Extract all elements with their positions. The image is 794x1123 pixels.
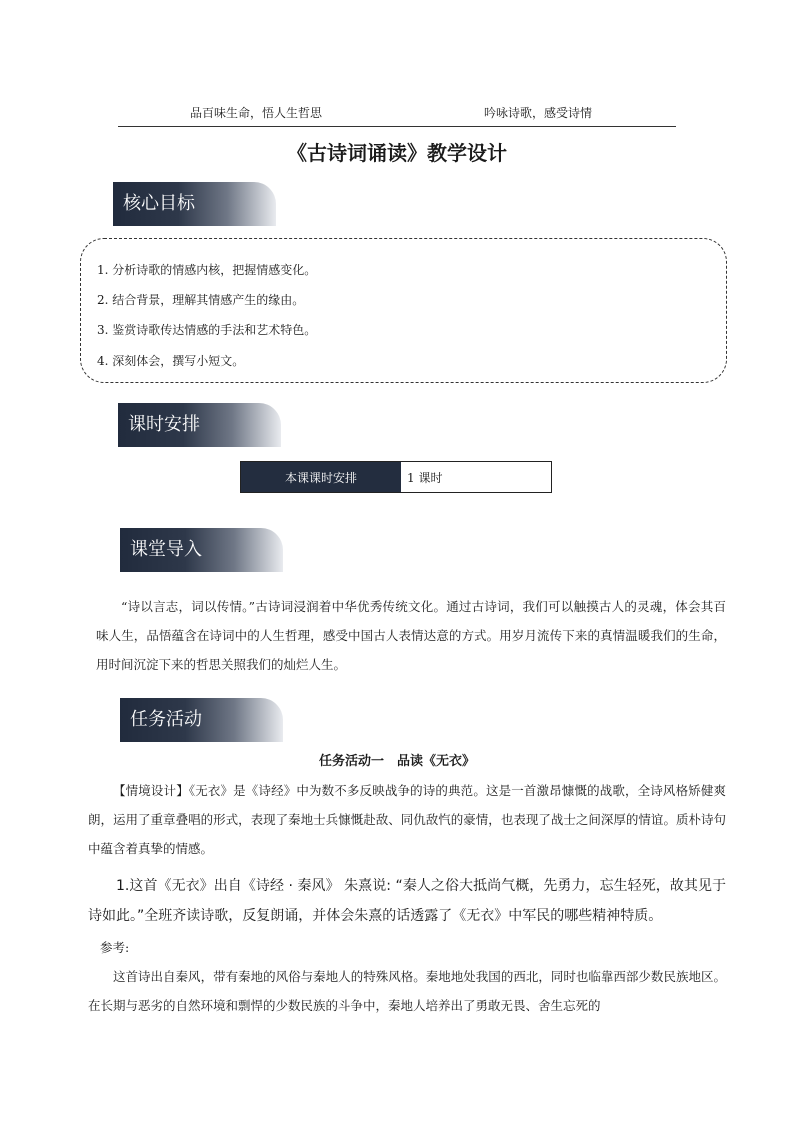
header-divider (118, 126, 676, 127)
goal-item: 4. 深刻体会，撰写小短文。 (97, 354, 245, 368)
section-banner-intro (120, 528, 283, 572)
reference-paragraph (88, 962, 726, 1020)
section-banner-tasks (120, 698, 283, 742)
reference-label-paragraph (100, 933, 730, 962)
task-question-paragraph (88, 871, 726, 931)
task-subtitle: 任务活动一 品读《无衣》 (318, 754, 475, 769)
section-heading-intro: 课堂导入 (130, 539, 202, 560)
task-design-text: 【情境设计】《无衣》是《诗经》中为数不多反映战争的诗的典范。这是一首激昂慷慨的战歌，全诗风格矫健爽朗，运用了重章叠唱的形式，表现了秦地士兵慷慨赴敌、同仇敌忾的豪情，也表现了战士之间深厚的情谊。质朴诗句中蕴含着真挚的情感。 (88, 783, 726, 856)
reference-text: 这首诗出自秦风，带有秦地的风俗与秦地人的特殊风格。秦地地处我国的西北，同时也临靠西部少数民族地区。在长期与恶劣的自然环境和剽悍的少数民族的斗争中，秦地人培养出了勇敢无畏、舍生忘死的 (88, 969, 726, 1013)
intro-text: “诗以言志，词以传情。”古诗词浸润着中华优秀传统文化。通过古诗词，我们可以触摸古人的灵魂，体会其百味人生，品悟蕴含在诗词中的人生哲理，感受中国古人表情达意的方式。用岁月流传下来的真情温暖我们的生命，用时间沉淀下来的哲思关照我们的灿烂人生。 (96, 599, 726, 672)
schedule-table (240, 461, 552, 493)
goal-item: 3. 鉴赏诗歌传达情感的手法和艺术特色。 (97, 323, 317, 337)
goal-item: 2. 结合背景，理解其情感产生的缘由。 (97, 293, 305, 307)
intro-paragraph (96, 592, 726, 679)
goal-item: 1. 分析诗歌的情感内核，把握情感变化。 (97, 263, 317, 277)
goals-box (80, 238, 727, 383)
schedule-value: 1 课时 (407, 470, 443, 485)
section-heading-schedule: 课时安排 (128, 414, 200, 435)
reference-label: 参考: (100, 940, 130, 955)
section-banner-goals (113, 182, 276, 226)
task-question-text: 1.这首《无衣》出自《诗经 · 秦风》 朱熹说: “秦人之俗大抵尚气概，先勇力，忘生轻死，故其见于诗如此。”全班齐读诗歌，反复朗诵，并体会朱熹的话透露了《无衣》中军民的哪些精神特质。 (88, 878, 726, 924)
section-heading-goals: 核心目标 (123, 193, 195, 214)
schedule-label: 本课课时安排 (241, 462, 401, 492)
header-right-text: 吟咏诗歌，感受诗情 (484, 106, 593, 120)
header-left-text: 品百味生命，悟人生哲思 (190, 106, 323, 120)
section-banner-schedule (118, 403, 281, 447)
task-design-paragraph (88, 776, 726, 863)
document-title: 《古诗词诵读》教学设计 (287, 141, 507, 165)
section-heading-tasks: 任务活动 (130, 709, 202, 730)
